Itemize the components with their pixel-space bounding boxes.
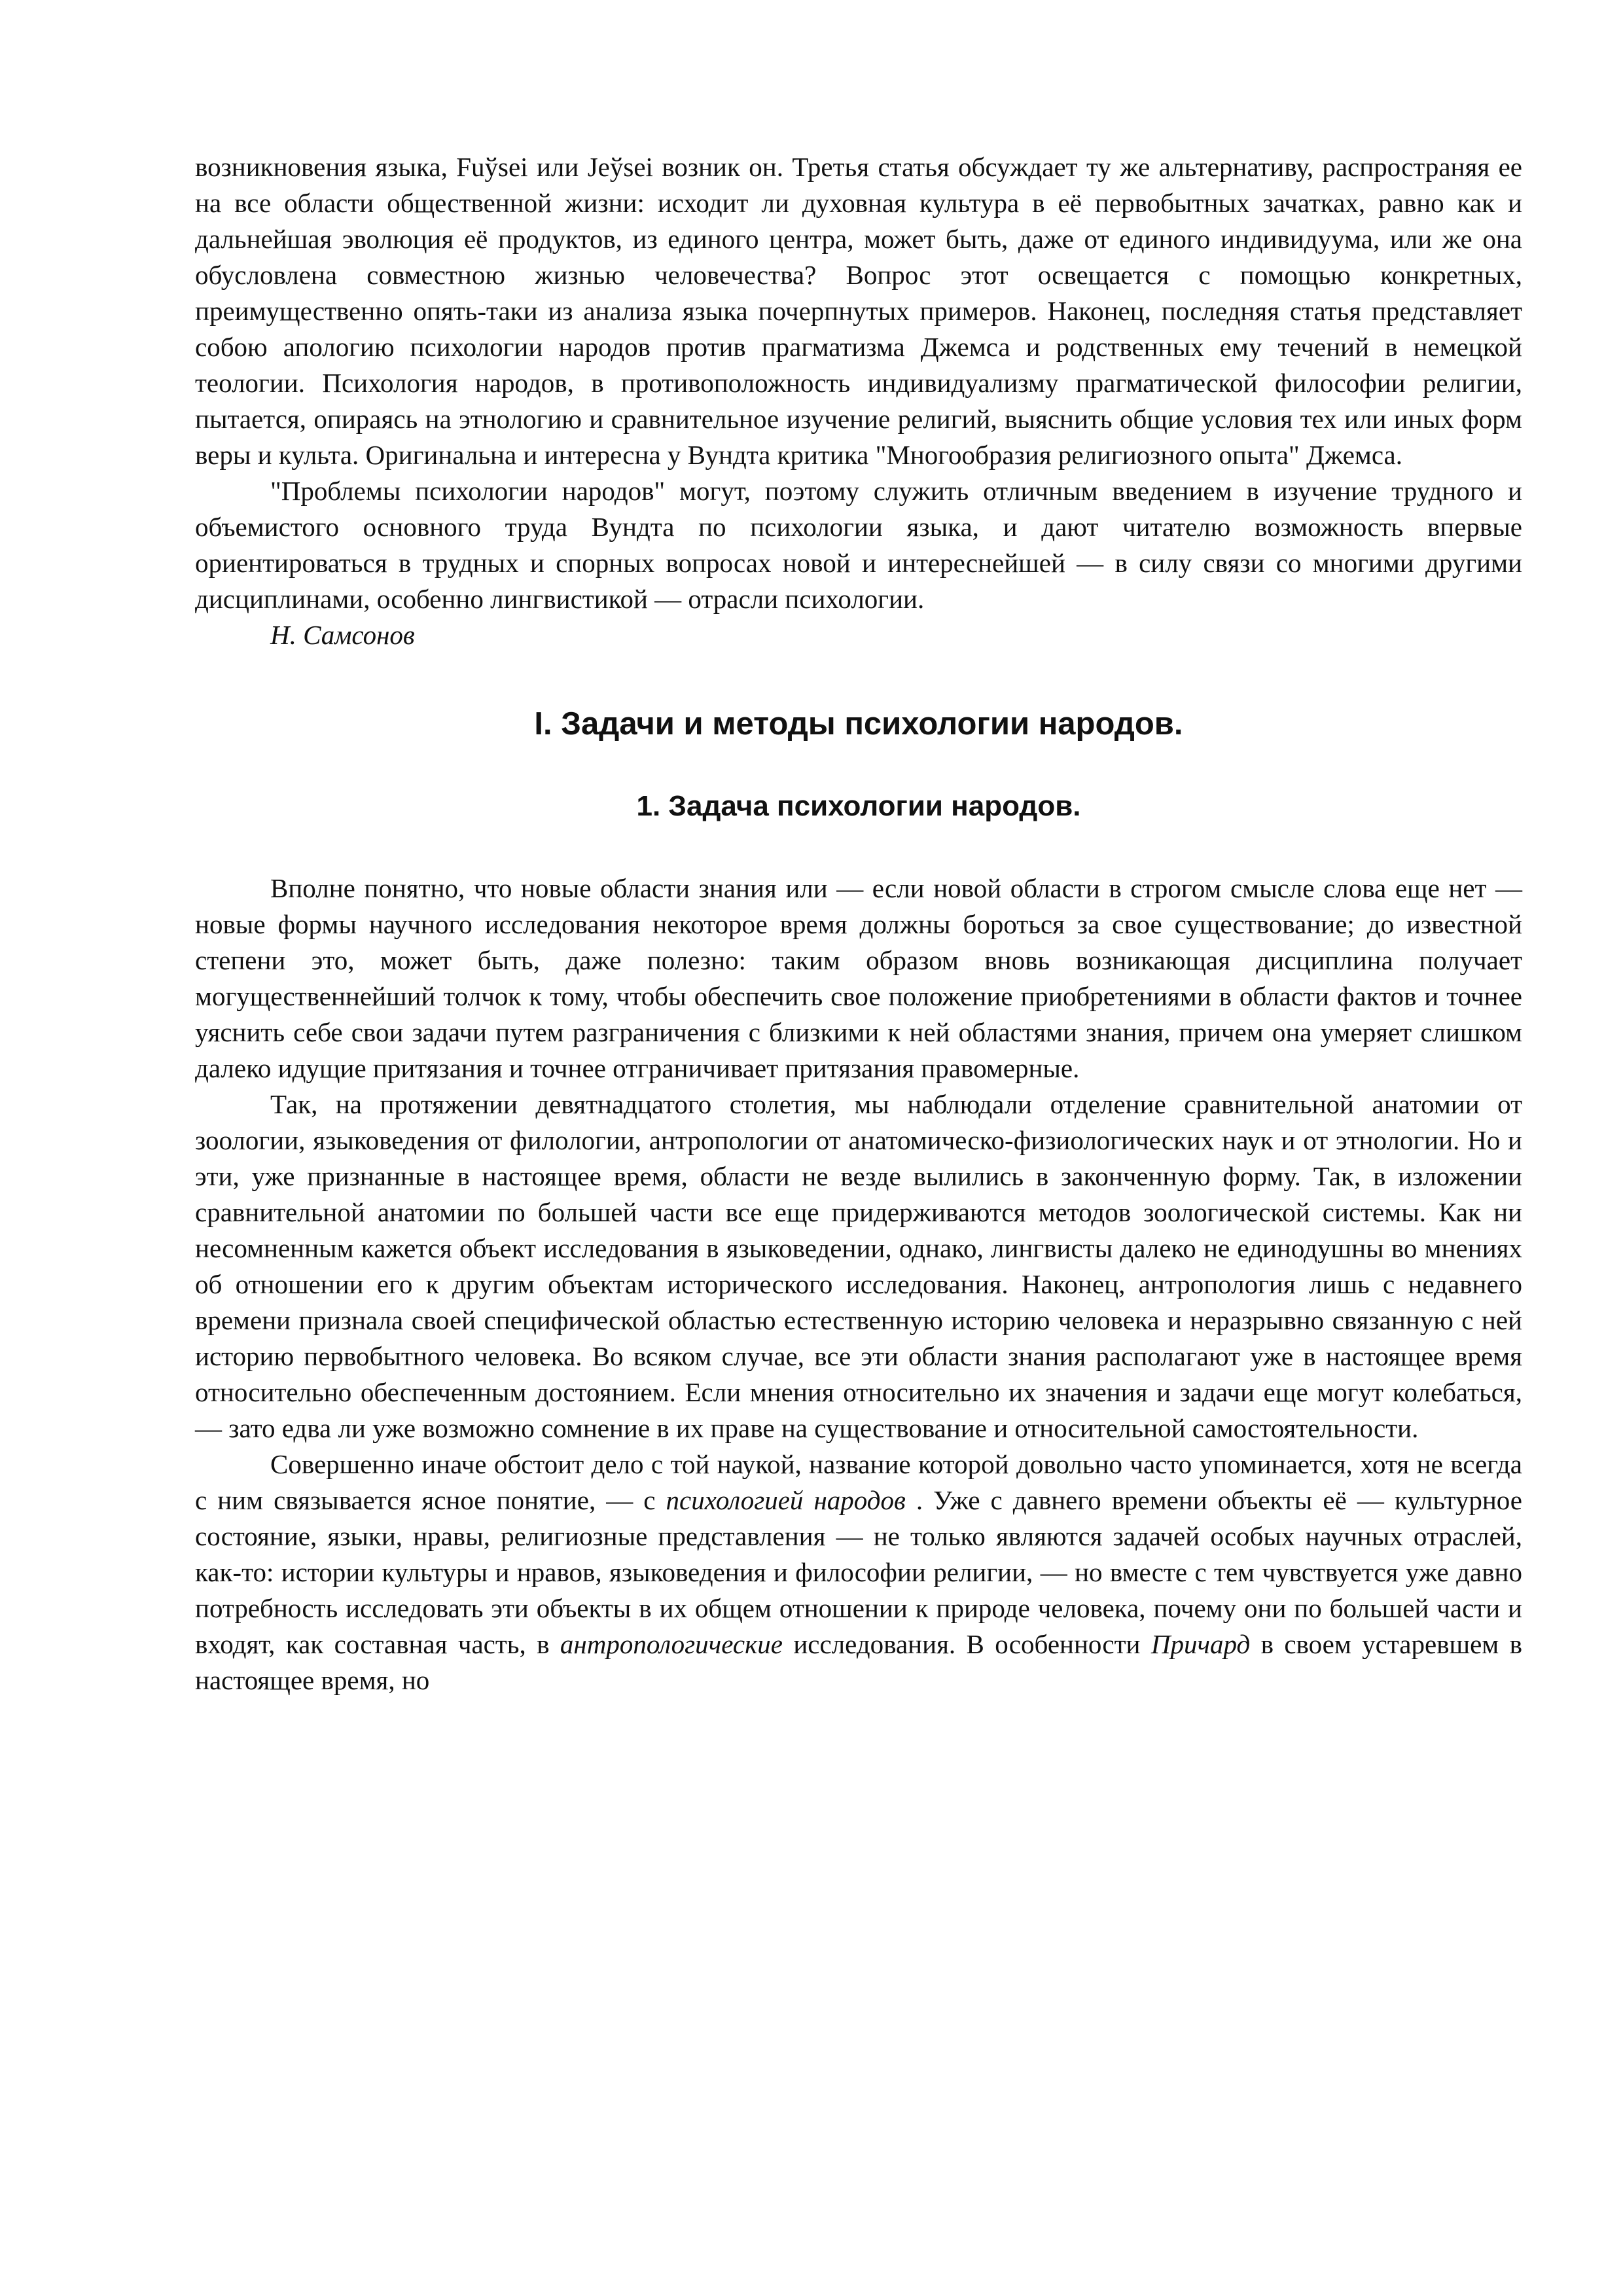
body-paragraph-3 xyxy=(195,1446,1522,1698)
intro-paragraph-2: "Проблемы психологии народов" могут, поэтому служить отличным введением в изучение трудного и объемистого основного труда Вундта по психологии языка, и дают читателю возможность впервые ориентироваться в трудных и спорных вопросах новой и интереснейшей — в силу связи со многими другими дисциплинами, особенно лингвистикой — отрасли психологии. xyxy=(195,476,1522,614)
italic-name-prichard: Причард xyxy=(1150,1629,1251,1659)
body-paragraph-2: Так, на протяжении девятнадцатого столетия, мы наблюдали отделение сравнительной анатомии от зоологии, языковедения от филологии, антропологии от анатомическо-физиологических наук и от этнологии. Но и эти, уже признанные в настоящее время, области не везде вылились в законченную форму. Так, в изложении сравнительной анатомии по большей части все еще придерживаются методов зоологической системы. Как ни несомненным кажется объект исследования в языковедении, однако, лингвисты далеко не единодушны во мнениях об отношении его к другим объектам исторического исследования. Наконец, антропология лишь с недавнего времени признала своей специфической областью естественную историю человека и неразрывно связанную с ней историю первобытного человека. Во всяком случае, все эти области знания располагают уже в настоящее время относительно обеспеченным достоянием. Если мнения относительно их значения и задачи еще могут колебаться, — зато едва ли уже возможно сомнение в их праве на существование и относительной самостоятельности. xyxy=(195,1089,1522,1443)
translator-signature: Н. Самсонов xyxy=(270,620,415,650)
paragraph-text: . Уже с давнего времени объекты её — культурное состояние, языки, нравы, религиозные представления — не только являются задачей особых научных отраслей, как-то: истории культуры и нравов, языковедения и философии религии, — но вместе с тем чувствуется уже давно потребность исследовать эти объекты в их общем отношении к природе человека, почему они по большей части и входят, как составная часть, в xyxy=(195,1485,1522,1659)
intro-paragraph-1: возникновения языка, Fuўsei или Jeўsei возник он. Третья статья обсуждает ту же альтернативу, распространяя ее на все области общественной жизни: исходит ли духовная культура в её первобытных зачатках, равно как и дальнейшая эволюция её продуктов, из единого центра, может быть, даже от единого индивидуума, или же она обусловлена совместною жизнью человечества? Вопрос этот освещается с помощью конкретных, преимущественно опять-таки из анализа языка почерпнутых примеров. Наконец, последняя статья представляет собою апологию психологии народов против прагматизма Джемса и родственных ему течений в немецкой теологии. Психология народов, в противоположность индивидуализму прагматической философии религии, пытается, опираясь на этнологию и сравнительное изучение религий, выяснить общие условия тех или иных форм веры и культа. Оригинальна и интересна у Вундта критика "Многообразия религиозного опыта" Джемса. xyxy=(195,152,1522,470)
paragraph-text: исследования. В особенности xyxy=(782,1629,1151,1659)
paragraph-text: Совершенно иначе обстоит дело с той наукой, название которой довольно часто упоминается, хотя не всегда с ним связывается ясное понятие, — с xyxy=(195,1449,1522,1515)
body-paragraph-1: Вполне понятно, что новые области знания или — если новой области в строгом смысле слова еще нет — новые формы научного исследования некоторое время должны бороться за свое существование; до известной степени это, может быть, даже полезно: таким образом вновь возникающая дисциплина получает могущественнейший толчок к тому, чтобы обеспечить свое положение приобретениями в области фактов и точнее уяснить себе свои задачи путем разграничения с близкими к ней областями знания, причем она умеряет слишком далеко идущие притязания и точнее отграничивает притязания правомерные. xyxy=(195,873,1522,1083)
italic-term-psychology-of-peoples: психологией народов xyxy=(666,1485,906,1515)
document-page xyxy=(195,149,1522,1698)
chapter-title: I. Задачи и методы психологии народов. xyxy=(534,706,1183,742)
section-title: 1. Задача психологии народов. xyxy=(636,790,1081,822)
italic-term-anthropological: антропологические xyxy=(560,1629,783,1659)
paragraph-text: в своем устаревшем в настоящее время, но xyxy=(195,1629,1522,1695)
